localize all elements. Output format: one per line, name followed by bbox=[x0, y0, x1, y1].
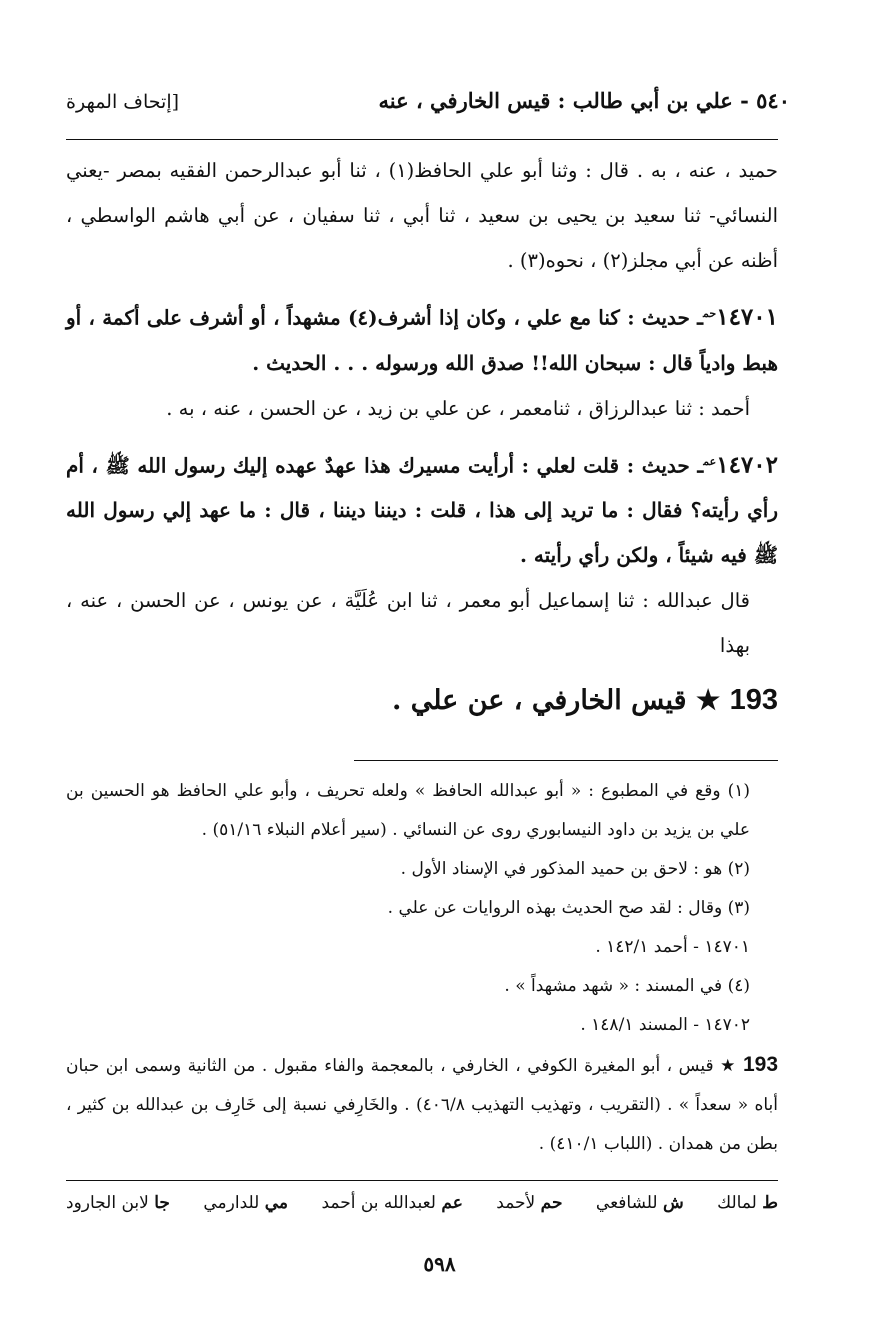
running-header bbox=[66, 88, 790, 124]
bio-number: 193 bbox=[742, 1053, 779, 1076]
section-heading bbox=[66, 672, 778, 729]
hadith-14701 bbox=[66, 291, 778, 386]
legend-item: جا لابن الجارود bbox=[66, 1193, 170, 1213]
footnotes bbox=[66, 772, 778, 1164]
legend-item: عم لعبدالله بن أحمد bbox=[321, 1193, 463, 1213]
hadith-isnad: قال عبدالله : ثنا إسماعيل أبو معمر ، ثنا ابن عُلَيَّة ، عن يونس ، عن الحسن ، عنه ، بهذا bbox=[66, 589, 750, 658]
hadith-14702 bbox=[66, 439, 778, 579]
header-chapter-title: ٥٤٠ - علي بن أبي طالب : قيس الخارفي ، عنه bbox=[378, 88, 790, 113]
hadith-text: ـ حديث : قلت لعلي : أرأيت مسيرك هذا عهدٌ عهده إليك رسول الله ﷺ ، أم رأي رأيته؟ فقال : ما تريد إلى هذا ، قلت : ديننا ديننا ، قال : ما عهد إلي رسول الله ﷺ فيه شيئاً ، ولكن رأي رأيته . bbox=[66, 453, 778, 568]
section-number: 193 bbox=[729, 684, 778, 717]
hadith-text: ـ حديث : كنا مع علي ، وكان إذا أشرف(٤) مشهداً ، أو أشرف على أكمة ، أو هبط وادياً قال : سبحان الله!! صدق الله ورسوله . . . الحديث . bbox=[66, 305, 778, 375]
hadith-number: ١٤٧٠٢ bbox=[716, 451, 778, 479]
star-icon: ★ bbox=[720, 1056, 737, 1076]
reference-14701: ١٤٧٠١ - أحمد ١٤٢/١ . bbox=[595, 937, 750, 957]
bio-note bbox=[66, 1045, 778, 1164]
legend-rule bbox=[66, 1180, 778, 1181]
page-number: ٥٩٨ bbox=[423, 1252, 456, 1276]
hadith-number: ١٤٧٠١ bbox=[716, 303, 778, 331]
footnote-rule bbox=[354, 760, 778, 761]
footnote-2: (٢) هو : لاحق بن حميد المذكور في الإسناد الأول . bbox=[400, 859, 750, 879]
legend-item: ش للشافعي bbox=[595, 1193, 684, 1213]
source-mark: عم bbox=[703, 454, 717, 468]
section-title-text: قيس الخارفي ، عن علي . bbox=[391, 685, 687, 717]
header-rule bbox=[66, 139, 778, 140]
legend-item: مي للدارمي bbox=[203, 1193, 289, 1213]
legend-item: ط لمالك bbox=[717, 1193, 778, 1213]
footnote-4: (٤) في المسند : « شهد مشهداً » . bbox=[504, 976, 750, 996]
footnote-3: (٣) وقال : لقد صح الحديث بهذه الروايات عن علي . bbox=[387, 898, 750, 918]
header-book-title: [إتحاف المهرة bbox=[66, 91, 180, 113]
bio-text: قيس ، أبو المغيرة الكوفي ، الخارفي ، بالمعجمة والفاء مقبول . من الثانية وسمى ابن حبان أباه « سعداً » . (التقريب ، وتهذيب التهذيب ٤٠٦/٨) . والخَارِفي نسبة إلى خَارِف بن عبدالله بن كثير ، بطن من همدان . (اللباب ٤١٠/١) . bbox=[66, 1056, 778, 1154]
hadith-isnad: أحمد : ثنا عبدالرزاق ، ثنامعمر ، عن علي بن زيد ، عن الحسن ، عنه ، به . bbox=[166, 396, 750, 420]
intro-paragraph: حميد ، عنه ، به . قال : وثنا أبو علي الحافظ(١) ، ثنا أبو عبدالرحمن الفقيه بمصر -يعني النسائي- ثنا سعيد بن يحيى بن سعيد ، ثنا أبي ، ثنا سفيان ، عن أبي هاشم الواسطي ، أظنه عن أبي مجلز(٢) ، نحوه(٣) . bbox=[66, 159, 778, 272]
abbreviation-legend bbox=[66, 1193, 778, 1213]
star-icon: ★ bbox=[695, 685, 721, 717]
reference-14702: ١٤٧٠٢ - المسند ١٤٨/١ . bbox=[580, 1015, 750, 1035]
main-text bbox=[66, 148, 778, 729]
footnote-1: (١) وقع في المطبوع : « أبو عبدالله الحافظ » ولعله تحريف ، وأبو علي الحافظ هو الحسين بن علي بن يزيد بن داود النيسابوري روى عن النسائي . (سير أعلام النبلاء ٥١/١٦) . bbox=[66, 781, 750, 840]
legend-item: حم لأحمد bbox=[496, 1193, 563, 1213]
source-mark: حم bbox=[703, 307, 717, 320]
